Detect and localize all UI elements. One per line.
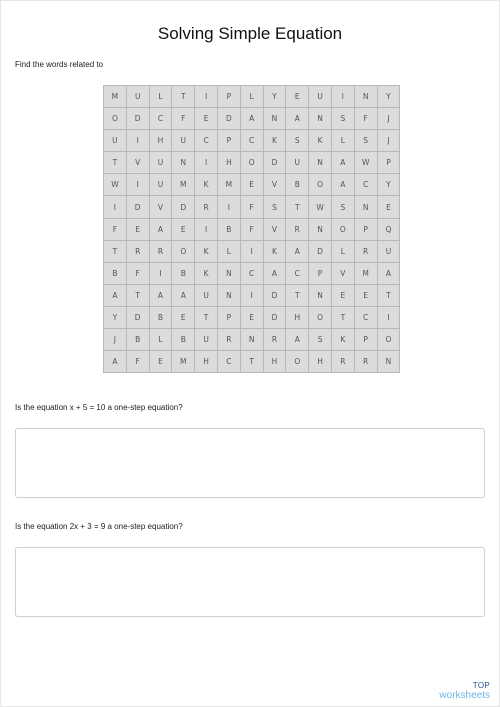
grid-cell[interactable]: I: [377, 306, 400, 328]
grid-cell[interactable]: P: [309, 262, 332, 284]
grid-cell[interactable]: S: [354, 130, 377, 152]
grid-cell[interactable]: E: [126, 218, 149, 240]
grid-cell[interactable]: I: [195, 218, 218, 240]
grid-cell[interactable]: W: [104, 174, 127, 196]
grid-cell[interactable]: R: [263, 329, 286, 351]
grid-cell[interactable]: F: [126, 351, 149, 373]
grid-row: [104, 284, 400, 306]
grid-cell[interactable]: T: [126, 284, 149, 306]
grid-cell[interactable]: L: [240, 86, 263, 108]
grid-cell[interactable]: K: [331, 329, 354, 351]
grid-cell[interactable]: I: [240, 240, 263, 262]
grid-cell[interactable]: O: [377, 329, 400, 351]
grid-cell[interactable]: T: [377, 284, 400, 306]
grid-cell[interactable]: D: [263, 152, 286, 174]
grid-cell[interactable]: L: [149, 329, 172, 351]
grid-cell[interactable]: T: [286, 284, 309, 306]
grid-cell[interactable]: P: [377, 152, 400, 174]
grid-cell[interactable]: E: [240, 306, 263, 328]
grid-cell[interactable]: N: [309, 108, 332, 130]
grid-cell[interactable]: F: [104, 218, 127, 240]
grid-cell[interactable]: K: [195, 262, 218, 284]
grid-cell[interactable]: V: [331, 262, 354, 284]
grid-cell[interactable]: A: [149, 218, 172, 240]
grid-cell[interactable]: N: [240, 329, 263, 351]
grid-cell[interactable]: Y: [377, 86, 400, 108]
grid-cell[interactable]: O: [309, 174, 332, 196]
grid-cell[interactable]: T: [104, 152, 127, 174]
grid-cell[interactable]: K: [263, 130, 286, 152]
grid-cell[interactable]: O: [240, 152, 263, 174]
grid-cell[interactable]: D: [217, 108, 240, 130]
grid-cell[interactable]: H: [263, 351, 286, 373]
grid-cell[interactable]: D: [126, 196, 149, 218]
grid-cell[interactable]: D: [126, 306, 149, 328]
grid-cell[interactable]: S: [309, 329, 332, 351]
grid-cell[interactable]: K: [263, 240, 286, 262]
grid-cell[interactable]: I: [126, 130, 149, 152]
grid-cell[interactable]: L: [217, 240, 240, 262]
grid-cell[interactable]: C: [217, 351, 240, 373]
instruction-text: Find the words related to: [15, 60, 104, 69]
grid-cell[interactable]: U: [104, 130, 127, 152]
grid-cell[interactable]: W: [354, 152, 377, 174]
grid-cell[interactable]: N: [354, 86, 377, 108]
grid-cell[interactable]: P: [354, 218, 377, 240]
grid-cell[interactable]: H: [195, 351, 218, 373]
grid-cell[interactable]: C: [240, 262, 263, 284]
grid-cell[interactable]: A: [286, 240, 309, 262]
grid-cell[interactable]: O: [286, 351, 309, 373]
grid-cell[interactable]: A: [286, 329, 309, 351]
grid-row: [104, 351, 400, 373]
grid-cell[interactable]: A: [104, 351, 127, 373]
grid-row: [104, 174, 400, 196]
logo-top-text: TOP: [472, 681, 490, 690]
grid-cell[interactable]: H: [149, 130, 172, 152]
grid-cell[interactable]: V: [263, 218, 286, 240]
grid-row: [104, 108, 400, 130]
grid-cell[interactable]: M: [104, 86, 127, 108]
grid-cell[interactable]: N: [309, 218, 332, 240]
grid-cell[interactable]: B: [172, 329, 195, 351]
grid-cell[interactable]: F: [172, 108, 195, 130]
grid-cell[interactable]: N: [354, 196, 377, 218]
question-1: Is the equation x + 5 = 10 a one-step equation?: [15, 403, 183, 412]
grid-cell[interactable]: S: [263, 196, 286, 218]
grid-cell[interactable]: I: [195, 86, 218, 108]
grid-cell[interactable]: P: [217, 130, 240, 152]
grid-cell[interactable]: O: [309, 306, 332, 328]
grid-cell[interactable]: I: [217, 196, 240, 218]
grid-cell[interactable]: R: [126, 240, 149, 262]
grid-cell[interactable]: F: [240, 196, 263, 218]
grid-cell[interactable]: U: [149, 152, 172, 174]
grid-cell[interactable]: O: [172, 240, 195, 262]
grid-row: [104, 329, 400, 351]
grid-cell[interactable]: I: [240, 284, 263, 306]
grid-cell[interactable]: B: [104, 262, 127, 284]
grid-cell[interactable]: T: [240, 351, 263, 373]
grid-cell[interactable]: D: [263, 284, 286, 306]
grid-row: [104, 218, 400, 240]
grid-cell[interactable]: E: [149, 351, 172, 373]
grid-cell[interactable]: S: [331, 196, 354, 218]
topworksheets-logo[interactable]: [439, 682, 490, 701]
grid-cell[interactable]: K: [195, 240, 218, 262]
grid-cell[interactable]: C: [354, 306, 377, 328]
grid-cell[interactable]: R: [149, 240, 172, 262]
grid-cell[interactable]: C: [354, 174, 377, 196]
grid-cell[interactable]: Y: [263, 86, 286, 108]
grid-cell[interactable]: T: [195, 306, 218, 328]
grid-cell[interactable]: U: [195, 284, 218, 306]
grid-cell[interactable]: B: [126, 329, 149, 351]
grid-cell[interactable]: N: [172, 152, 195, 174]
grid-cell[interactable]: I: [331, 86, 354, 108]
grid-cell[interactable]: O: [104, 108, 127, 130]
grid-cell[interactable]: K: [309, 130, 332, 152]
grid-cell[interactable]: J: [104, 329, 127, 351]
word-search-grid: [103, 85, 400, 373]
grid-cell[interactable]: T: [172, 86, 195, 108]
grid-cell[interactable]: N: [309, 284, 332, 306]
grid-cell[interactable]: K: [195, 174, 218, 196]
grid-cell[interactable]: N: [217, 262, 240, 284]
grid-cell[interactable]: H: [286, 306, 309, 328]
grid-cell[interactable]: O: [331, 218, 354, 240]
grid-cell[interactable]: R: [354, 240, 377, 262]
grid-cell[interactable]: Y: [377, 174, 400, 196]
grid-cell[interactable]: U: [149, 174, 172, 196]
grid-cell[interactable]: A: [149, 284, 172, 306]
grid-cell[interactable]: Y: [104, 306, 127, 328]
grid-cell[interactable]: I: [195, 152, 218, 174]
grid-cell[interactable]: U: [172, 130, 195, 152]
grid-cell[interactable]: A: [172, 284, 195, 306]
grid-cell[interactable]: C: [149, 108, 172, 130]
grid-cell[interactable]: I: [126, 174, 149, 196]
grid-cell[interactable]: E: [331, 284, 354, 306]
grid-row: [104, 152, 400, 174]
grid-cell[interactable]: R: [286, 218, 309, 240]
grid-cell[interactable]: N: [309, 152, 332, 174]
grid-cell[interactable]: T: [331, 306, 354, 328]
grid-cell[interactable]: U: [195, 329, 218, 351]
grid-cell[interactable]: C: [195, 130, 218, 152]
grid-cell[interactable]: L: [149, 86, 172, 108]
grid-cell[interactable]: C: [286, 262, 309, 284]
grid-cell[interactable]: R: [354, 351, 377, 373]
grid-cell[interactable]: L: [331, 240, 354, 262]
grid-cell[interactable]: M: [172, 351, 195, 373]
grid-cell[interactable]: H: [309, 351, 332, 373]
grid-cell[interactable]: P: [354, 329, 377, 351]
grid-cell[interactable]: P: [217, 86, 240, 108]
grid-row: [104, 240, 400, 262]
grid-cell[interactable]: D: [309, 240, 332, 262]
grid-cell[interactable]: A: [331, 152, 354, 174]
grid-row: [104, 196, 400, 218]
grid-cell[interactable]: J: [377, 108, 400, 130]
grid-cell[interactable]: S: [331, 108, 354, 130]
grid-cell[interactable]: M: [354, 262, 377, 284]
grid-cell[interactable]: N: [217, 284, 240, 306]
grid-cell[interactable]: D: [263, 306, 286, 328]
grid-cell[interactable]: V: [149, 196, 172, 218]
logo-bottom-text: worksheets: [439, 690, 490, 701]
grid-cell[interactable]: E: [172, 218, 195, 240]
grid-cell[interactable]: B: [149, 306, 172, 328]
grid-cell[interactable]: H: [217, 152, 240, 174]
answer-box-2[interactable]: [15, 547, 485, 617]
grid-cell[interactable]: N: [263, 108, 286, 130]
grid-cell[interactable]: R: [195, 196, 218, 218]
grid-cell[interactable]: M: [217, 174, 240, 196]
grid-cell[interactable]: C: [240, 130, 263, 152]
grid-cell[interactable]: A: [104, 284, 127, 306]
grid-cell[interactable]: S: [286, 130, 309, 152]
grid-cell[interactable]: A: [263, 262, 286, 284]
grid-cell[interactable]: F: [354, 108, 377, 130]
grid-row: [104, 86, 400, 108]
grid-cell[interactable]: R: [331, 351, 354, 373]
grid-cell[interactable]: M: [172, 174, 195, 196]
grid-cell[interactable]: U: [126, 86, 149, 108]
question-2: Is the equation 2x + 3 = 9 a one-step equation?: [15, 522, 183, 531]
grid-cell[interactable]: D: [172, 196, 195, 218]
grid-cell[interactable]: I: [149, 262, 172, 284]
grid-cell[interactable]: E: [354, 284, 377, 306]
grid-cell[interactable]: L: [331, 130, 354, 152]
grid-cell[interactable]: B: [286, 174, 309, 196]
grid-cell[interactable]: B: [172, 262, 195, 284]
grid-cell[interactable]: U: [286, 152, 309, 174]
grid-cell[interactable]: E: [195, 108, 218, 130]
grid-cell[interactable]: W: [309, 196, 332, 218]
grid-cell[interactable]: N: [377, 351, 400, 373]
answer-box-1[interactable]: [15, 428, 485, 498]
grid-cell[interactable]: E: [377, 196, 400, 218]
grid-row: [104, 262, 400, 284]
grid-cell[interactable]: A: [286, 108, 309, 130]
grid-cell[interactable]: D: [126, 108, 149, 130]
grid-cell[interactable]: V: [263, 174, 286, 196]
grid-row: [104, 306, 400, 328]
grid-cell[interactable]: T: [286, 196, 309, 218]
grid-cell[interactable]: I: [104, 196, 127, 218]
grid-cell[interactable]: R: [217, 329, 240, 351]
grid-cell[interactable]: E: [172, 306, 195, 328]
grid-cell[interactable]: E: [240, 174, 263, 196]
grid-cell[interactable]: A: [377, 262, 400, 284]
grid-cell[interactable]: B: [217, 218, 240, 240]
page-title: Solving Simple Equation: [157, 24, 343, 43]
grid-cell[interactable]: P: [217, 306, 240, 328]
grid-cell[interactable]: F: [126, 262, 149, 284]
grid-row: [104, 130, 400, 152]
grid-cell[interactable]: A: [240, 108, 263, 130]
grid-cell[interactable]: U: [309, 86, 332, 108]
grid-cell[interactable]: Q: [377, 218, 400, 240]
grid-cell[interactable]: E: [286, 86, 309, 108]
grid-cell[interactable]: F: [240, 218, 263, 240]
grid-cell[interactable]: J: [377, 130, 400, 152]
grid-cell[interactable]: A: [331, 174, 354, 196]
grid-cell[interactable]: T: [104, 240, 127, 262]
grid-cell[interactable]: V: [126, 152, 149, 174]
grid-cell[interactable]: U: [377, 240, 400, 262]
